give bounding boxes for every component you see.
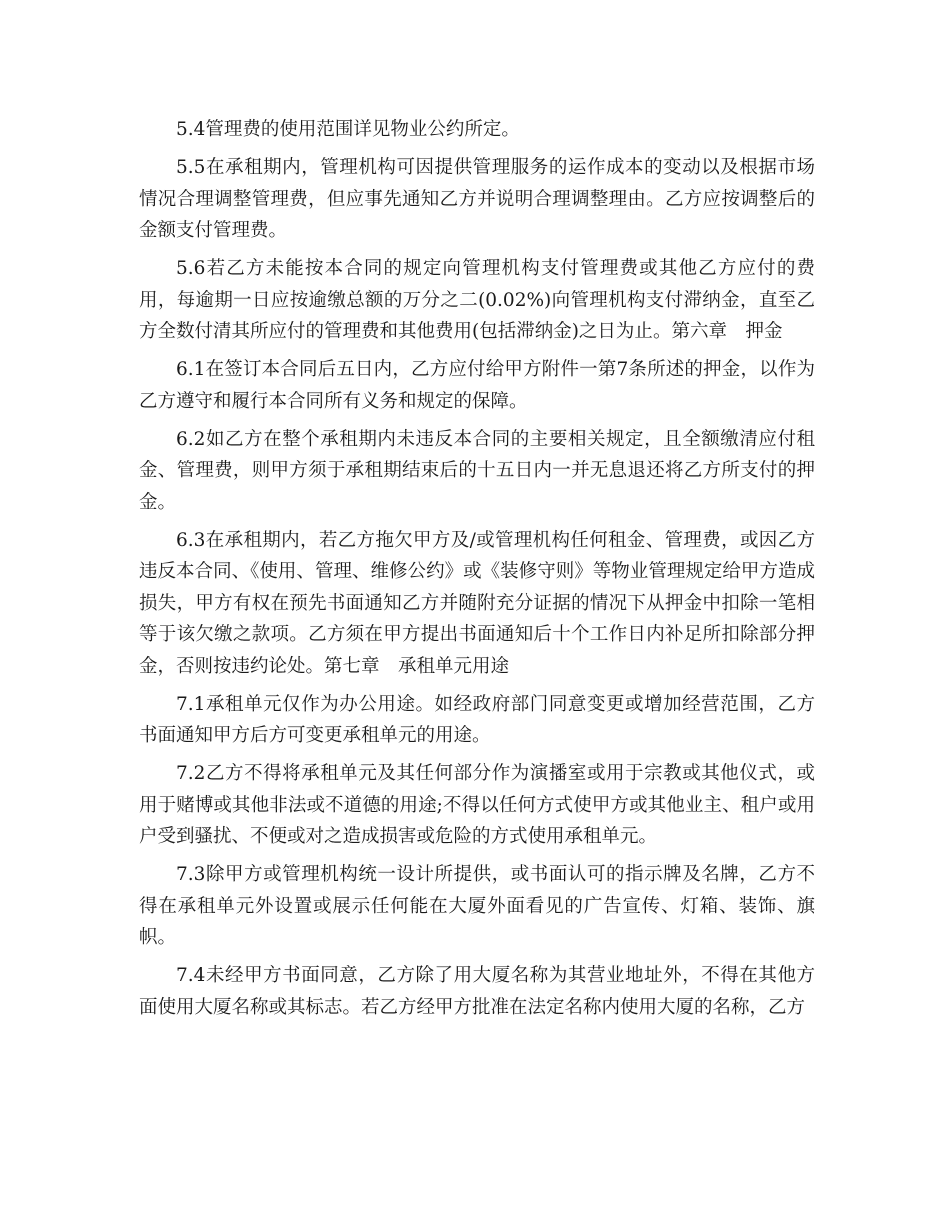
document-page xyxy=(139,114,815,1030)
clause-5-4: 5.4管理费的使用范围详见物业公约所定。 xyxy=(176,119,520,140)
clause-6-3: 6.3在承租期内，若乙方拖欠甲方及/或管理机构任何租金、管理费，或因乙方违反本合同、《使用、管理、维修公约》或《装修守则》等物业管理规定给甲方造成损失，甲方有权在预先书面通知乙方并随附充分证据的情况下从押金中扣除一笔相等于该欠缴之款项。乙方须在甲方提出书面通知后十个工作日内补足所扣除部分押金，否则按违约论处。第七章 承租单元用途 xyxy=(139,529,815,677)
clause-7-1: 7.1承租单元仅作为办公用途。如经政府部门同意变更或增加经营范围，乙方书面通知甲方后方可变更承租单元的用途。 xyxy=(139,693,815,746)
clause-7-3: 7.3除甲方或管理机构统一设计所提供，或书面认可的指示牌及名牌，乙方不得在承租单元外设置或展示任何能在大厦外面看见的广告宣传、灯箱、装饰、旗帜。 xyxy=(139,864,815,948)
clause-7-4: 7.4未经甲方书面同意，乙方除了用大厦名称为其营业地址外，不得在其他方面使用大厦名称或其标志。若乙方经甲方批准在法定名称内使用大厦的名称，乙方 xyxy=(139,965,815,1018)
clause-7-2: 7.2乙方不得将承租单元及其任何部分作为演播室或用于宗教或其他仪式，或用于赌博或其他非法或不道德的用途;不得以任何方式使甲方或其他业主、租户或用户受到骚扰、不便或对之造成损害或危险的方式使用承租单元。 xyxy=(139,763,815,847)
clause-5-5: 5.5在承租期内，管理机构可因提供管理服务的运作成本的变动以及根据市场情况合理调整管理费，但应事先通知乙方并说明合理调整理由。乙方应按调整后的金额支付管理费。 xyxy=(139,157,815,241)
clause-6-2: 6.2如乙方在整个承租期内未违反本合同的主要相关规定，且全额缴清应付租金、管理费，则甲方须于承租期结束后的十五日内一并无息退还将乙方所支付的押金。 xyxy=(139,428,815,513)
clause-5-6: 5.6若乙方未能按本合同的规定向管理机构支付管理费或其他乙方应付的费用，每逾期一日应按逾缴总额的万分之二(0.02%)向管理机构支付滞纳金，直至乙方全数付清其所应付的管理费和其他费用(包括滞纳金)之日为止。第六章 押金 xyxy=(139,258,815,342)
clause-6-1: 6.1在签订本合同后五日内，乙方应付给甲方附件一第7条所述的押金，以作为乙方遵守和履行本合同所有义务和规定的保障。 xyxy=(139,359,815,412)
